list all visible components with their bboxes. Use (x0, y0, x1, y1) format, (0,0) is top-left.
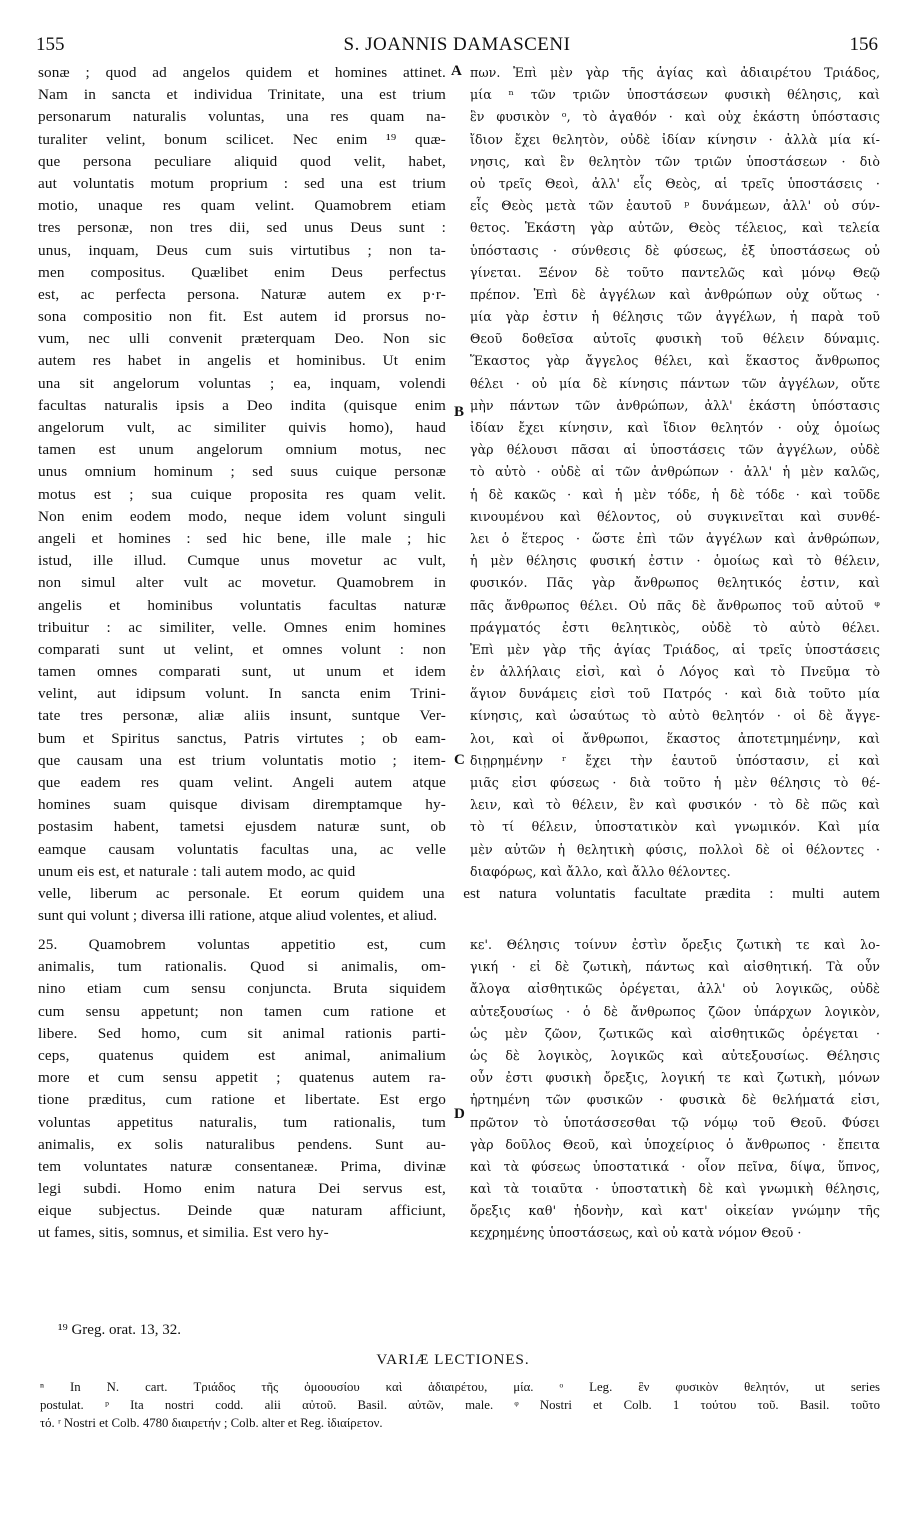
latin-text-line: que persona peculiare aliquid quod velit, habet, (38, 152, 446, 170)
greek-text-line: κινουμένου καὶ θέλοντος, οὐ συγκινεῖται καὶ συνθέ- (470, 508, 880, 524)
greek-text-line: τὸ τί θέλειν, ὑποστατικὸν καὶ γνωμικόν. Καὶ μία (470, 819, 880, 835)
greek-text-line: οὖν ἐστι φυσικὴ ὄρεξις, λογική τε καὶ ζωτικὴ, μόνων (470, 1070, 880, 1086)
latin-column-bottom (38, 934, 446, 1245)
greek-text-line: γὰρ θέλουσι πᾶσαι αἱ ὑποστάσεις τῶν ἀγγέλων, οὐδὲ (470, 442, 880, 458)
latin-text-line: facultas naturalis ipsis a Deo indita (quisque enim (38, 396, 446, 414)
latin-text-line: velint, aut idipsum volunt. In sancta enim Trini- (38, 685, 446, 703)
latin-text-line: motus est ; sua cuique proposita res quam velit. (38, 485, 446, 503)
page-number-left: 155 (36, 34, 65, 55)
latin-text-line: angelis et hominibus voluntatis facultas naturæ (38, 596, 446, 614)
latin-text-line: angeli et homines : sed hic bene, ille male ; hic (38, 529, 446, 547)
latin-text-line: Nam in sancta et individua Trinitate, una est trium (38, 86, 446, 104)
greek-text-line: καὶ τὰ τοιαῦτα · ὑποστατικὴ δὲ καὶ γνωμικὴ θέλησις, (470, 1181, 880, 1197)
greek-text-line: ὑπόστασις · σύνθεσις δὲ φύσεως, ἐξ ὑποστάσεως οὐ (470, 242, 880, 258)
latin-text-line: vum, nec ulli convenit præterquam Deo. Non sic (38, 330, 446, 348)
greek-text-line: φυσικόν. Πᾶς γὰρ ἄνθρωπος θελητικός ἐστιν, καὶ (470, 575, 880, 591)
greek-text-line: γὰρ δοῦλος Θεοῦ, καὶ ὑποχείριος ὁ ἄνθρωπος · ἔπειτα (470, 1136, 880, 1152)
latin-text-line: eique subjectus. Deinde quæ naturam afficiunt, (38, 1202, 446, 1220)
latin-text-line: sonæ ; quod ad angelos quidem et homines attinet. (38, 64, 446, 81)
latin-column-top (38, 62, 446, 883)
section-mark-d: D (454, 1106, 465, 1122)
section-mark-c: C (454, 752, 465, 768)
latin-text-line: que eadem res quam velint. Angeli autem atque (38, 774, 446, 791)
latin-text-line: una sit angelorum voluntas ; ea, inquam, volendi (38, 374, 446, 392)
latin-text-line: istud, ille illud. Cumque unus movetur ac vult, (38, 552, 446, 570)
latin-text-line: ceps, quatenus quidem est animal, animalium (38, 1046, 446, 1064)
greek-text-line: ἅγιον δυνάμεις εἰσὶ τοῦ Πατρός · καὶ διὰ τοῦτο μία (470, 686, 880, 702)
latin-wide-lines (38, 883, 880, 927)
latin-text-line: unus omnium hominum ; sed suus cuique personæ (38, 463, 446, 481)
greek-text-line: ἡ δὲ κακῶς · καὶ ἡ μὲν τόδε, ἡ δὲ τόδε · καὶ τοῦδε (470, 486, 880, 502)
latin-text-line: tamen est unum angelorum omnium motus, nec (38, 441, 446, 459)
latin-wide-line: sunt qui volunt ; diversa illi ratione, atque aliud volentes, et aliud. (38, 907, 438, 925)
latin-wide-line: velle, liberum ac personale. Et eorum quidem una est natura voluntatis facultate prædita : multi autem (38, 885, 880, 902)
greek-text-line: λει ὁ ἕτερος · ὥστε ἐπὶ τῶν ἀγγέλων καὶ ἀνθρώπων, (470, 530, 880, 546)
latin-text-line: homines suam quisque divisam diremptamque hy- (38, 796, 446, 814)
greek-column-top (470, 62, 880, 883)
latin-text-line: tribuitur : ac similiter, velle. Omnes enim homines (38, 618, 446, 636)
greek-text-line: μὴν πάντων τῶν ἀνθρώπων, ἀλλ' ἑκάστη ὑπόστασις (470, 397, 880, 413)
greek-text-line: νησις, καὶ ἓν θελητὸν τῶν τριῶν ὑποστάσεων · διὸ (470, 153, 880, 169)
latin-text-line: ut fames, sitis, somnus, et similia. Est vero hy- (38, 1224, 329, 1242)
latin-text-line: personarum naturalis voluntas, una res quam na- (38, 108, 446, 126)
latin-text-line: turaliter velint, bonum scilicet. Nec enim ¹⁹ quæ- (38, 130, 446, 148)
greek-text-line: κίνησις, καὶ ὡσαύτως τὸ αὐτὸ θελητόν · οἱ δὲ ἄγγε- (470, 708, 880, 724)
variant-reading-line: ⁿ In N. cart. Τριάδος τῆς ὁμοουσίου καὶ ἀδιαιρέτου, μία. ᵒ Leg. ἓν φυσικὸν θελητόν, ut series (40, 1380, 880, 1394)
greek-text-line: Θεοῦ δοθεῖσα αὐτοῖς φυσικὴ τοῦ θέλειν δύναμις. (470, 331, 880, 347)
greek-text-line: πων. Ἐπὶ μὲν γὰρ τῆς ἁγίας καὶ ἀδιαιρέτου Τριάδος, (470, 65, 880, 80)
variae-lectiones (40, 1378, 880, 1432)
latin-text-line: tres personæ, non tres dii, sed unus Deus sunt : (38, 219, 446, 237)
latin-text-line: tamen omnes comparati sunt, ut unum et idem (38, 663, 446, 681)
latin-text-line: animalis, ex solis naturalibus pendens. Sunt au- (38, 1135, 446, 1153)
greek-text-line: μιᾶς εἰσι φύσεως · διὰ τοῦτο ἡ μὲν θέλησις τὸ θέ- (470, 775, 880, 790)
latin-text-line: unus, inquam, Deus cum suis virtutibus ; non ta- (38, 241, 446, 259)
latin-text-line: 25. Quamobrem voluntas appetitio est, cum (38, 936, 446, 953)
greek-text-line: γίνεται. Ξένον δὲ τοῦτο παντελῶς καὶ μόνῳ Θεῷ (470, 264, 880, 280)
latin-text-line: animalis, tum rationalis. Quod si animalis, om- (38, 958, 446, 976)
footnote: ¹⁹ Greg. orat. 13, 32. (58, 1322, 182, 1338)
latin-text-line: nino etiam cum sensu conjuncta. Bruta siquidem (38, 980, 446, 998)
greek-text-line: γική · εἰ δὲ ζωτικὴ, πάντως καὶ αἰσθητική. Τὰ οὖν (470, 959, 880, 975)
greek-text-line: κε'. Θέλησις τοίνυν ἐστὶν ὄρεξις ζωτικὴ τε καὶ λο- (470, 937, 880, 952)
greek-text-line: μία ⁿ τῶν τριῶν ὑποστάσεων φυσικὴ θέλησις, καὶ (470, 87, 880, 103)
greek-text-line: ἴδιον ἔχει θελητὸν, οὐδὲ ἰδίαν κίνησιν · ἀλλὰ μία κί- (470, 131, 880, 147)
latin-text-line: postasim habent, tametsi ejusdem naturæ sunt, ob (38, 818, 446, 836)
greek-text-line: ἡ μὲν θέλησις φυσική ἐστιν · ὁμοίως καὶ τὸ θέλειν, (470, 553, 880, 569)
greek-text-line: ὄρεξις καθ' ἡδονὴν, καὶ κατ' οἰκείαν γνώμην τῆς (470, 1203, 880, 1219)
latin-text-line: tem voluntates naturæ consentaneæ. Prima, divinæ (38, 1157, 446, 1175)
latin-text-line: Non enim eodem modo, neque idem volunt singuli (38, 507, 446, 525)
latin-text-line: que causam una est trium voluntatis motio ; item- (38, 751, 446, 769)
greek-text-line: καὶ τὰ φύσεως ὑποστατικά · οἷον πεῖνα, δίψα, ὕπνος, (470, 1158, 880, 1174)
latin-text-line: non simul alter vult ac movetur. Quamobrem in (38, 574, 446, 592)
greek-text-line: ὡς δὲ λογικὸς, λογικῶς καὶ αὐτεξουσίως. Θέλησις (470, 1047, 880, 1063)
greek-text-line: ἰδίαν ἔχει κίνησιν, καὶ ἴδιον θελητόν · οὐχ ὁμοίως (470, 420, 880, 435)
greek-text-line: αὐτεξουσίως · ὁ δὲ ἄνθρωπος ζῶον ὑπάρχων λογικὸν, (470, 1003, 880, 1019)
latin-text-line: tione præditus, cum ratione et libertate. Est ergo (38, 1091, 446, 1109)
greek-text-line: οὐ τρεῖς Θεοὶ, ἀλλ' εἷς Θεὸς, αἱ τρεῖς ὑποστάσεις · (470, 175, 880, 191)
latin-text-line: unum eis est, et naturale : tali autem modo, ac quid (38, 862, 356, 880)
greek-text-line: πράγματός ἐστι θελητικὸς, οὐδὲ τὸ αὐτὸ θέλει. (470, 619, 880, 635)
greek-text-line: θετος. Ἑκάστη γὰρ αὐτῶν, Θεὸς τέλειος, καὶ τελεία (470, 220, 880, 236)
greek-text-line: εἷς Θεὸς μετὰ τῶν ἑαυτοῦ ᵖ δυνάμεων, ἀλλ' οὐ σύν- (470, 198, 880, 214)
latin-text-line: legi subdi. Homo enim natura Dei servus est, (38, 1180, 446, 1198)
greek-text-line: λειν, καὶ τὸ θέλειν, ἓν καὶ φυσικόν · τὸ δὲ πῶς καὶ (470, 797, 880, 813)
greek-text-line: Ἕκαστος γὰρ ἄγγελος θέλει, καὶ ἕκαστος ἄνθρωπος (470, 353, 880, 369)
variant-reading-line: postulat. ᵖ Ita nostri codd. alii αὐτοῦ. Basil. αὐτῶν, male. ᵠ Nostri et Colb. 1 τούτου τοῦ. Basil. τοῦτο (40, 1398, 880, 1412)
section-mark-a: A (451, 63, 462, 79)
greek-text-line: λοι, καὶ οἱ ἄνθρωποι, ἕκαστος ἀποτετμημένην, καὶ (470, 730, 880, 746)
greek-text-line: πρέπον. Ἐπὶ δὲ ἀγγέλων καὶ ἀνθρώπων οὐχ οὕτως · (470, 286, 880, 302)
latin-text-line: sona compositio non fit. Est autem id prorsus no- (38, 308, 446, 326)
variant-reading-line: τό. ʳ Nostri et Colb. 4780 διαιρετήν ; Colb. alter et Reg. ἰδιαίρετον. (40, 1416, 383, 1430)
latin-text-line: voluntas appetitus naturalis, tum rationalis, tum (38, 1113, 446, 1131)
latin-text-line: aut voluntatis motum proprium : sed una est trium (38, 174, 446, 192)
greek-text-line: Ἐπὶ μὲν γὰρ τῆς ἁγίας Τριάδος, αἱ τρεῖς ὑποστάσεις (470, 641, 880, 657)
greek-text-line: διῃρημένην ʳ ἔχει τὴν ἑαυτοῦ ὑπόστασιν, εἰ καὶ (470, 752, 880, 768)
latin-text-line: eamque causam voluntatis facultas una, ac velle (38, 840, 446, 858)
latin-text-line: angelorum vult, ac similiter quivis homo), haud (38, 419, 446, 436)
latin-text-line: comparati sunt ut velint, et omnes volunt : non (38, 640, 446, 658)
section-mark-b: B (454, 404, 465, 420)
greek-text-line: ἐν ἀλλήλαις εἰσὶ, καὶ ὁ Λόγος καὶ τὸ Πνεῦμα τὸ (470, 664, 880, 680)
latin-text-line: cum sensu appetunt; non tamen cum ratione et (38, 1002, 446, 1020)
latin-text-line: bum et Spiritus sanctus, Patris virtutes ; ob eam- (38, 729, 446, 747)
greek-text-line: τὸ αὐτὸ · οὐδὲ αἱ τῶν ἀνθρώπων · ἀλλ' ἡ μὲν καλῶς, (470, 464, 880, 480)
running-title: S. JOANNIS DAMASCENI (343, 34, 571, 55)
greek-text-line: μὲν αὐτῶν ἡ θελητικὴ φύσις, πολλοὶ δὲ οἱ θέλοντες · (470, 841, 880, 857)
greek-column-bottom (470, 934, 880, 1245)
greek-text-line: διαφόρως, καὶ ἄλλο, καὶ ἄλλο θέλοντες. (470, 863, 731, 879)
latin-text-line: est, ac perfecta persona. Naturæ autem ex p·r- (38, 285, 446, 303)
latin-text-line: more et cum sensu appetit ; quatenus autem ra- (38, 1069, 446, 1087)
greek-text-line: κεχρημένης ὑποστάσεως, καὶ οὐ κατὰ νόμον Θεοῦ · (470, 1225, 802, 1241)
greek-text-line: ἠρτημένη τῶν φυσικῶν · φυσικὰ δὲ θελήματά εἰσι, (470, 1092, 880, 1108)
greek-text-line: θέλει · οὐ μία δὲ κίνησις πάντων τῶν ἀγγέλων, οὔτε (470, 375, 880, 391)
greek-text-line: ἓν φυσικὸν ᵒ, τὸ ἀγαθόν · καὶ οὐχ ἑκάστη ὑπόστασις (470, 109, 880, 125)
latin-text-line: men compositus. Quælibet enim Deus perfectus (38, 263, 446, 281)
running-header (36, 34, 878, 60)
latin-text-line: motio, unaque res quam velint. Quamobrem etiam (38, 197, 446, 215)
greek-text-line: ὡς μὲν ζῶον, ζωτικῶς καὶ αἰσθητικῶς ὀρέγεται · (470, 1025, 880, 1041)
latin-text-line: libere. Sed homo, cum sit animal rationis parti- (38, 1024, 446, 1042)
page-number-right: 156 (849, 34, 878, 55)
latin-text-line: tate tres personæ, aliæ aliis insunt, suntque Ver- (38, 707, 446, 725)
greek-text-line: πᾶς ἄνθρωπος θέλει. Οὐ πᾶς δὲ ἄνθρωπος τοῦ αὐτοῦ ᵠ (470, 597, 880, 613)
variae-lectiones-title: VARIÆ LECTIONES. (376, 1352, 530, 1368)
latin-text-line: autem res habet in angelis et hominibus. Ut enim (38, 352, 446, 370)
greek-text-line: πρῶτον τὸ ὑποτάσσεσθαι τῷ νόμῳ τοῦ Θεοῦ. Φύσει (470, 1114, 880, 1130)
greek-text-line: μία γὰρ ἐστιν ἡ θέλησις τῶν ἀγγέλων, ἡ παρὰ τοῦ (470, 309, 880, 325)
greek-text-line: ἄλογα αἰσθητικῶς ὀρέγεται, ἀλλ' οὐ λογικῶς, οὐδὲ (470, 981, 880, 997)
